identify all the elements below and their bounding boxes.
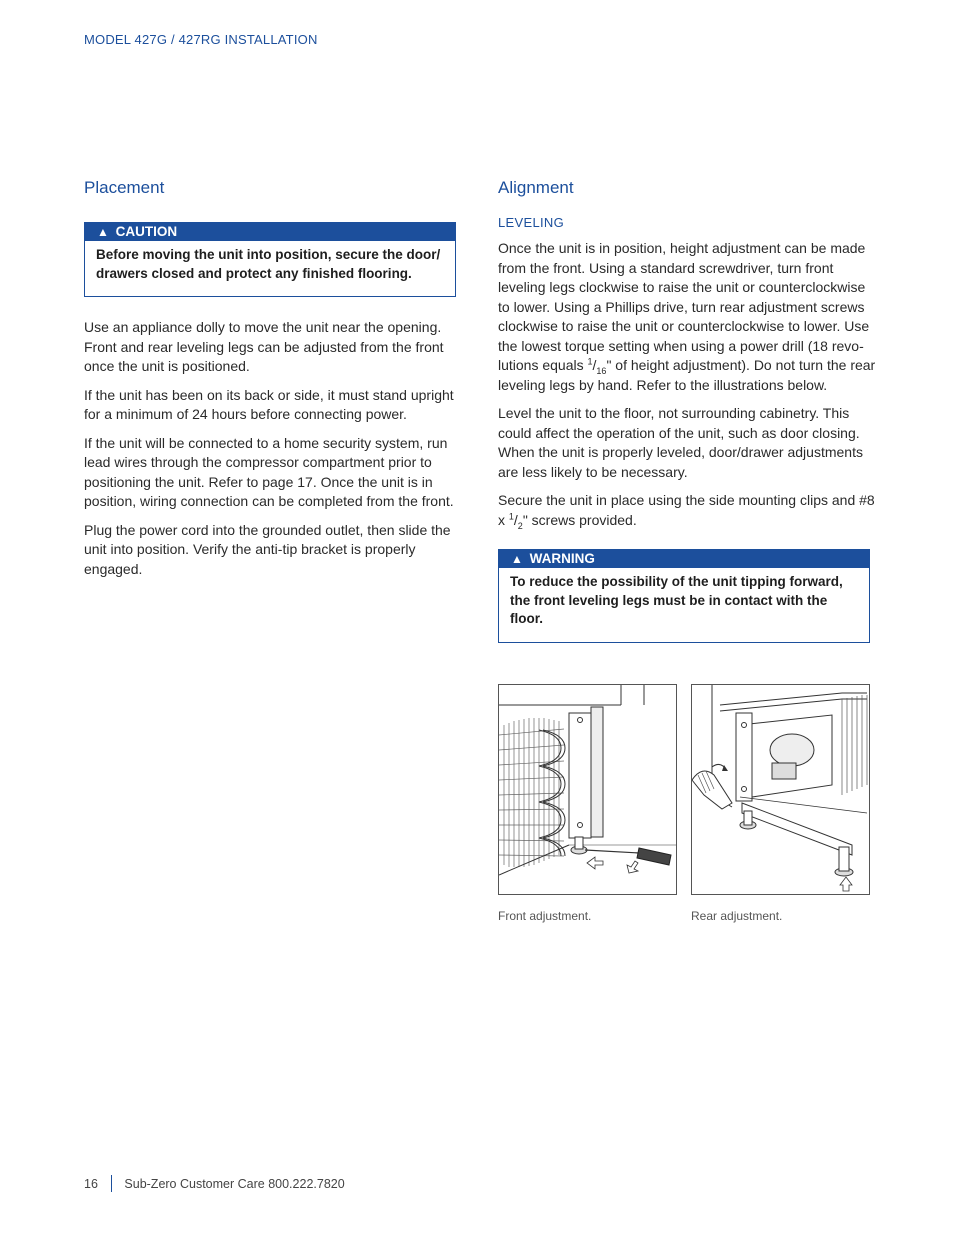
rear-adjustment-drawing <box>692 685 869 894</box>
leveling-subheading: LEVELING <box>498 215 564 230</box>
warning-text: To reduce the possibility of the unit tipping forward, the front leveling legs must be in contact with the floor. <box>510 574 843 626</box>
warning-header <box>499 550 869 568</box>
rear-adjustment-caption: Rear adjustment. <box>691 909 783 923</box>
alignment-paragraph-1: Once the unit is in position, height adjustment can be made from the front. Using a standard screwdriver, turn front leveling legs clockwise to raise the unit or counterclockwise to lower. Using a Phillips drive, turn rear adjustment screws clockwise to raise the unit or counterclockwise to lower. Use the lowest torque setting when using a power drill (18 revo- lutions equals $^1/_{16}$" of height adjustment). Do not turn the rear leveling legs by hand. Refer to the illustrations below. <box>498 240 876 393</box>
rear-adjustment-illustration <box>691 684 870 895</box>
front-adjustment-illustration <box>498 684 677 895</box>
placement-paragraph-2: If the unit has been on its back or side, it must stand upright for a minimum of 24 hours before connecting power. <box>84 386 454 422</box>
caution-label: CAUTION <box>115 224 178 239</box>
caution-text: Before moving the unit into position, secure the door/ drawers closed and protect any finished flooring. <box>96 247 441 281</box>
page-footer <box>84 1175 345 1192</box>
warning-label: WARNING <box>529 551 595 566</box>
customer-care-contact: Sub-Zero Customer Care 800.222.7820 <box>124 1176 345 1191</box>
front-adjustment-caption: Front adjustment. <box>498 909 592 923</box>
warning-box <box>498 549 870 643</box>
caution-header <box>85 223 455 241</box>
placement-paragraph-3: If the unit will be connected to a home security system, run lead wires through the compressor compartment prior to positioning the unit. Refer to page 17. Once the unit is in position, wiring connection can be completed from the front. <box>84 434 454 509</box>
page-number: 16 <box>84 1176 98 1191</box>
warning-triangle-icon: ▲ <box>511 552 523 566</box>
placement-heading: Placement <box>84 178 165 197</box>
running-header: MODEL 427G / 427RG INSTALLATION <box>84 32 318 47</box>
placement-paragraph-1: Use an appliance dolly to move the unit near the opening. Front and rear leveling legs can be adjusted from the front once the unit is positioned. <box>84 319 444 374</box>
caution-box <box>84 222 456 297</box>
alignment-paragraph-2: Level the unit to the floor, not surrounding cabinetry. This could affect the operation of the unit, such as door closing. When the unit is properly leveled, door/drawer adjustments are less likely to be necessary. <box>498 405 863 480</box>
placement-section <box>84 178 464 588</box>
front-adjustment-drawing <box>499 685 676 894</box>
footer-divider <box>111 1175 113 1192</box>
warning-triangle-icon: ▲ <box>97 225 109 239</box>
alignment-paragraph-3: Secure the unit in place using the side mounting clips and #8 x $^1/_2$" screws provided. <box>498 492 875 531</box>
alignment-section <box>498 178 878 643</box>
placement-paragraph-4: Plug the power cord into the grounded outlet, then slide the unit into position. Verify the anti-tip bracket is properly engaged. <box>84 521 451 577</box>
alignment-heading: Alignment <box>498 178 574 197</box>
